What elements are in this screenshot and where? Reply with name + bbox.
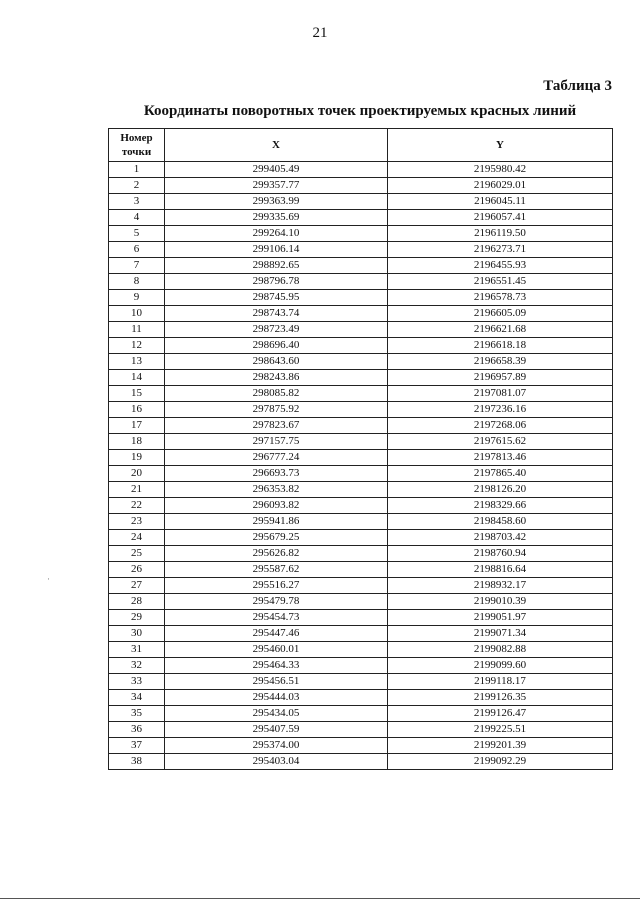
x-coordinate-cell: 298243.86	[165, 370, 388, 386]
point-number-cell: 32	[109, 658, 165, 674]
y-coordinate-cell: 2199051.97	[388, 610, 613, 626]
table-row	[109, 658, 613, 674]
table-row	[109, 450, 613, 466]
scan-mark: ·	[47, 574, 50, 584]
x-coordinate-cell: 299106.14	[165, 242, 388, 258]
y-coordinate-cell: 2198126.20	[388, 482, 613, 498]
column-header-y: Y	[388, 129, 613, 162]
point-number-cell: 14	[109, 370, 165, 386]
table-row	[109, 322, 613, 338]
table-row	[109, 498, 613, 514]
x-coordinate-cell: 295456.51	[165, 674, 388, 690]
point-number-cell: 20	[109, 466, 165, 482]
x-coordinate-cell: 295444.03	[165, 690, 388, 706]
y-coordinate-cell: 2199092.29	[388, 754, 613, 770]
y-coordinate-cell: 2199010.39	[388, 594, 613, 610]
table-row	[109, 402, 613, 418]
y-coordinate-cell: 2196658.39	[388, 354, 613, 370]
point-number-cell: 17	[109, 418, 165, 434]
table-row	[109, 578, 613, 594]
point-number-cell: 4	[109, 210, 165, 226]
point-number-cell: 34	[109, 690, 165, 706]
y-coordinate-cell: 2196057.41	[388, 210, 613, 226]
x-coordinate-cell: 297157.75	[165, 434, 388, 450]
x-coordinate-cell: 298796.78	[165, 274, 388, 290]
table-row	[109, 386, 613, 402]
table-row	[109, 434, 613, 450]
point-number-cell: 25	[109, 546, 165, 562]
point-number-cell: 21	[109, 482, 165, 498]
table-row	[109, 674, 613, 690]
x-coordinate-cell: 298085.82	[165, 386, 388, 402]
point-number-cell: 19	[109, 450, 165, 466]
x-coordinate-cell: 296777.24	[165, 450, 388, 466]
x-coordinate-cell: 299357.77	[165, 178, 388, 194]
x-coordinate-cell: 299405.49	[165, 162, 388, 178]
table-row	[109, 290, 613, 306]
table-row	[109, 626, 613, 642]
point-number-cell: 27	[109, 578, 165, 594]
y-coordinate-cell: 2197268.06	[388, 418, 613, 434]
x-coordinate-cell: 298743.74	[165, 306, 388, 322]
table-row	[109, 482, 613, 498]
x-coordinate-cell: 295447.46	[165, 626, 388, 642]
point-number-cell: 33	[109, 674, 165, 690]
point-number-cell: 6	[109, 242, 165, 258]
table-row	[109, 210, 613, 226]
x-coordinate-cell: 295434.05	[165, 706, 388, 722]
point-number-cell: 29	[109, 610, 165, 626]
x-coordinate-cell: 295464.33	[165, 658, 388, 674]
x-coordinate-cell: 298643.60	[165, 354, 388, 370]
point-number-cell: 12	[109, 338, 165, 354]
table-row	[109, 530, 613, 546]
x-coordinate-cell: 295374.00	[165, 738, 388, 754]
y-coordinate-cell: 2196618.18	[388, 338, 613, 354]
table-row	[109, 178, 613, 194]
y-coordinate-cell: 2199225.51	[388, 722, 613, 738]
table-row	[109, 738, 613, 754]
x-coordinate-cell: 299264.10	[165, 226, 388, 242]
y-coordinate-cell: 2196455.93	[388, 258, 613, 274]
point-number-cell: 26	[109, 562, 165, 578]
table-row	[109, 354, 613, 370]
x-coordinate-cell: 296353.82	[165, 482, 388, 498]
y-coordinate-cell: 2197813.46	[388, 450, 613, 466]
x-coordinate-cell: 299335.69	[165, 210, 388, 226]
table-row	[109, 338, 613, 354]
x-coordinate-cell: 295407.59	[165, 722, 388, 738]
y-coordinate-cell: 2195980.42	[388, 162, 613, 178]
y-coordinate-cell: 2196551.45	[388, 274, 613, 290]
point-number-cell: 16	[109, 402, 165, 418]
y-coordinate-cell: 2199082.88	[388, 642, 613, 658]
table-row	[109, 370, 613, 386]
table-row	[109, 418, 613, 434]
y-coordinate-cell: 2196621.68	[388, 322, 613, 338]
point-number-cell: 10	[109, 306, 165, 322]
point-number-cell: 28	[109, 594, 165, 610]
x-coordinate-cell: 295626.82	[165, 546, 388, 562]
y-coordinate-cell: 2196119.50	[388, 226, 613, 242]
point-number-cell: 37	[109, 738, 165, 754]
point-number-cell: 31	[109, 642, 165, 658]
point-number-cell: 22	[109, 498, 165, 514]
y-coordinate-cell: 2198816.64	[388, 562, 613, 578]
point-number-cell: 23	[109, 514, 165, 530]
x-coordinate-cell: 295587.62	[165, 562, 388, 578]
table-body	[109, 162, 613, 770]
y-coordinate-cell: 2199201.39	[388, 738, 613, 754]
x-coordinate-cell: 298696.40	[165, 338, 388, 354]
table-row	[109, 642, 613, 658]
x-coordinate-cell: 296093.82	[165, 498, 388, 514]
table-row	[109, 706, 613, 722]
point-number-cell: 24	[109, 530, 165, 546]
point-number-cell: 3	[109, 194, 165, 210]
y-coordinate-cell: 2196957.89	[388, 370, 613, 386]
y-coordinate-cell: 2196045.11	[388, 194, 613, 210]
y-coordinate-cell: 2198932.17	[388, 578, 613, 594]
table-row	[109, 514, 613, 530]
point-number-cell: 18	[109, 434, 165, 450]
x-coordinate-cell: 295679.25	[165, 530, 388, 546]
x-coordinate-cell: 298723.49	[165, 322, 388, 338]
table-row	[109, 610, 613, 626]
point-number-cell: 38	[109, 754, 165, 770]
page-number: 21	[312, 25, 328, 41]
point-number-cell: 2	[109, 178, 165, 194]
y-coordinate-cell: 2197615.62	[388, 434, 613, 450]
y-coordinate-cell: 2197236.16	[388, 402, 613, 418]
point-number-cell: 15	[109, 386, 165, 402]
table-row	[109, 466, 613, 482]
x-coordinate-cell: 296693.73	[165, 466, 388, 482]
point-number-cell: 7	[109, 258, 165, 274]
x-coordinate-cell: 295941.86	[165, 514, 388, 530]
table-row	[109, 306, 613, 322]
bottom-rule	[0, 898, 640, 899]
point-number-cell: 35	[109, 706, 165, 722]
x-coordinate-cell: 295454.73	[165, 610, 388, 626]
y-coordinate-cell: 2196605.09	[388, 306, 613, 322]
x-coordinate-cell: 295403.04	[165, 754, 388, 770]
point-number-cell: 30	[109, 626, 165, 642]
table-header-row	[109, 129, 613, 162]
point-number-cell: 13	[109, 354, 165, 370]
table-row	[109, 546, 613, 562]
table-row	[109, 162, 613, 178]
table-title: Координаты поворотных точек проектируемых красных линий	[143, 103, 577, 119]
coordinates-table	[108, 128, 613, 770]
point-number-cell: 1	[109, 162, 165, 178]
y-coordinate-cell: 2197865.40	[388, 466, 613, 482]
table-row	[109, 754, 613, 770]
point-number-cell: 8	[109, 274, 165, 290]
y-coordinate-cell: 2199126.35	[388, 690, 613, 706]
column-header-x: X	[165, 129, 388, 162]
table-row	[109, 690, 613, 706]
table-row	[109, 722, 613, 738]
x-coordinate-cell: 298892.65	[165, 258, 388, 274]
y-coordinate-cell: 2199099.60	[388, 658, 613, 674]
x-coordinate-cell: 295516.27	[165, 578, 388, 594]
y-coordinate-cell: 2198760.94	[388, 546, 613, 562]
point-number-cell: 9	[109, 290, 165, 306]
table-row	[109, 258, 613, 274]
table-row	[109, 274, 613, 290]
x-coordinate-cell: 297823.67	[165, 418, 388, 434]
y-coordinate-cell: 2199118.17	[388, 674, 613, 690]
table-row	[109, 242, 613, 258]
y-coordinate-cell: 2196029.01	[388, 178, 613, 194]
table-row	[109, 226, 613, 242]
y-coordinate-cell: 2199126.47	[388, 706, 613, 722]
table-row	[109, 194, 613, 210]
x-coordinate-cell: 295460.01	[165, 642, 388, 658]
table-label: Таблица 3	[543, 78, 612, 94]
y-coordinate-cell: 2198458.60	[388, 514, 613, 530]
x-coordinate-cell: 298745.95	[165, 290, 388, 306]
y-coordinate-cell: 2196273.71	[388, 242, 613, 258]
point-number-cell: 36	[109, 722, 165, 738]
y-coordinate-cell: 2196578.73	[388, 290, 613, 306]
x-coordinate-cell: 295479.78	[165, 594, 388, 610]
y-coordinate-cell: 2198703.42	[388, 530, 613, 546]
table-row	[109, 594, 613, 610]
y-coordinate-cell: 2199071.34	[388, 626, 613, 642]
point-number-cell: 11	[109, 322, 165, 338]
y-coordinate-cell: 2197081.07	[388, 386, 613, 402]
column-header-point-number: Номер точки	[109, 129, 165, 162]
y-coordinate-cell: 2198329.66	[388, 498, 613, 514]
point-number-cell: 5	[109, 226, 165, 242]
table-row	[109, 562, 613, 578]
x-coordinate-cell: 297875.92	[165, 402, 388, 418]
x-coordinate-cell: 299363.99	[165, 194, 388, 210]
